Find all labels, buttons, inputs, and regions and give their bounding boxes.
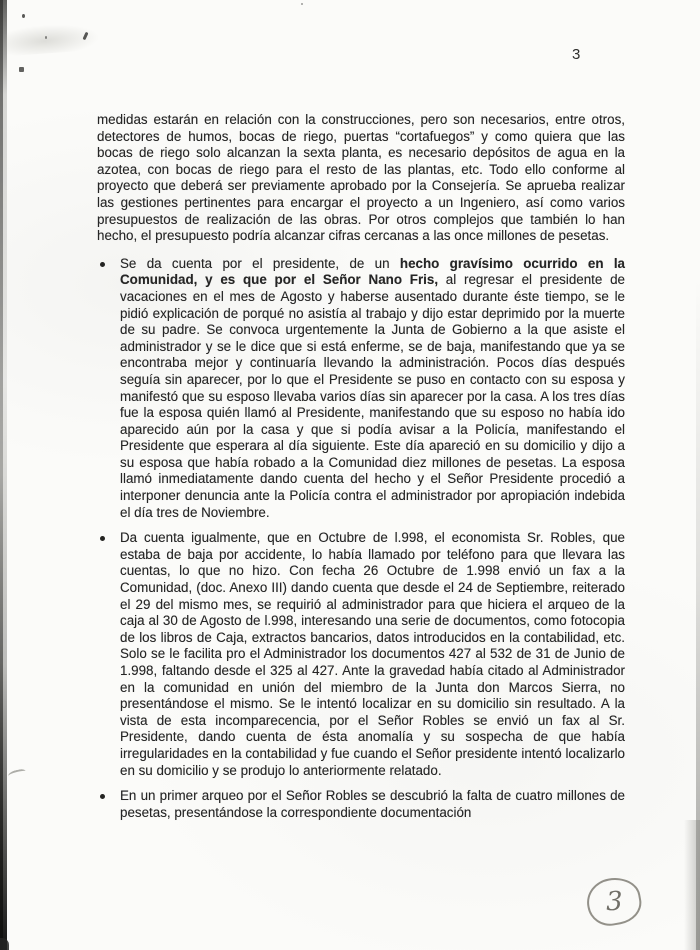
scan-speck [19,67,24,72]
bullet-text-post: al regresar el presidente de vacaciones en el mes de Agosto y haberse ausentado durante éste tiempo, se le pidió explicación de porqué no asistía al trabajo y dijo estar deprimido por la muerte de su padre. Se convoca urgentemente la Junta de Gobierno a la que asiste el administrador y se le dice que si está enferme, se de baja, manifestando que ya se encontraba mejor y continuaría llevando la administración. Pocos días después seguía sin aparecer, por lo que el Presidente se puso en contacto con su esposa y manifestó que su esposo llevaba varios días sin aparecer por la casa. A los tres días fue la esposa quién llamó al Presidente, manifestando que su esposo no había ido aparecido aún por la casa y que si podía avisar a la Policía, manifestando el Presidente que esperara al día siguiente. Este día apareció en su domicilio y dijo a su esposa que había robado a la Comunidad diez millones de pesetas. La esposa llamó inmediatamente dando cuenta del hecho y el Señor Presidente procedió a interponer denuncia ante la Policía contra el administrador por apropiación indebida el día tres de Noviembre. [120,272,625,520]
scan-speck [45,36,47,39]
bullet-text-post: En un primer arqueo por el Señor Robles se descubrió la falta de cuatro millones de pesetas, presentándose la correspondiente documentación [120,788,625,820]
bullet-text [120,788,625,821]
bullet-text [120,256,625,522]
scan-mark-bottom-left [0,938,9,950]
bullet-list [97,256,625,822]
bold-phrase: hecho gravísimo ocurrido en la Comunidad, y es que por el Señor Nano Fris, [120,255,625,288]
bullet-text-pre: Se da cuenta por el presidente, de un [120,255,400,271]
bullet-item [97,788,625,821]
handwritten-page-number: 3 [605,886,623,917]
pencil-mark [7,768,26,780]
bullet-text [120,530,625,779]
scan-speck [22,14,25,18]
document-text-block [97,112,625,821]
bullet-text-post: Da cuenta igualmente, que en Octubre de l.998, el economista Sr. Robles, que estaba de baja por accidente, lo había llamado por teléfono para que llevara las cuentas, lo que no hizo. Con fecha 26 Octubre de 1.998 envió un fax a la Comunidad, (doc. Anexo III) dando cuenta que desde el 24 de Septiembre, reiterado el 29 del mismo mes, se requirió al administrador para que hiciera el arqueo de la caja al 30 de Agosto de l.998, interesando una serie de documentos, como fotocopia de los libros de Caja, extractos bancarios, datos introducidos en la contabilidad, etc. Solo se le facilita pro el Administrador los documentos 427 al 532 de 31 de Junio de 1.998, faltando desde el 325 al 427. Ante la gravedad había citado al Administrador en la comunidad en unión del miembro de la Junta don Marcos Sierra, no presentándose el mismo. Se le intentó localizar en su domicilio sin resultado. A la vista de esta incomparecencia, por el Señor Robles se envió un fax al Sr. Presidente, dando cuenta de ésta anomalía y su sospecha de que había irregularidades en la contabilidad y fue cuando el Señor presidente intentó localizarlo en su domicilio y se produjo lo anteriormente relatado. [120,530,625,778]
bullet-item [97,530,625,779]
bullet-icon [100,536,105,541]
bullet-icon [100,262,105,267]
opening-paragraph: medidas estarán en relación con la construcciones, pero son necesarios, entre otros, detectores de humos, bocas de riego, puertas “cortafuegos” y como quiera que las bocas de riego solo alcanzan la sexta planta, es necesario depósitos de agua en la azotea, con bocas de riego para el resto de las plantas, etc. Todo ello conforme al proyecto que deberá ser previamente aprobado por la Consejería. Se aprueba realizar las gestiones pertinentes para encargar el proyecto a un Ingeniero, así como varios presupuestos de realización de las obras. Por otros complejos que también lo han hecho, el presupuesto podría alcanzar cifras cercanas a las once millones de pesetas. [97,112,625,244]
bullet-icon [100,794,105,799]
scan-speck [301,3,303,5]
scan-shadow-bottom-right [684,820,700,950]
page-number: 3 [572,46,581,63]
bullet-item [97,256,625,522]
scan-edge-left-core [0,0,3,950]
handwritten-circle [583,874,644,930]
